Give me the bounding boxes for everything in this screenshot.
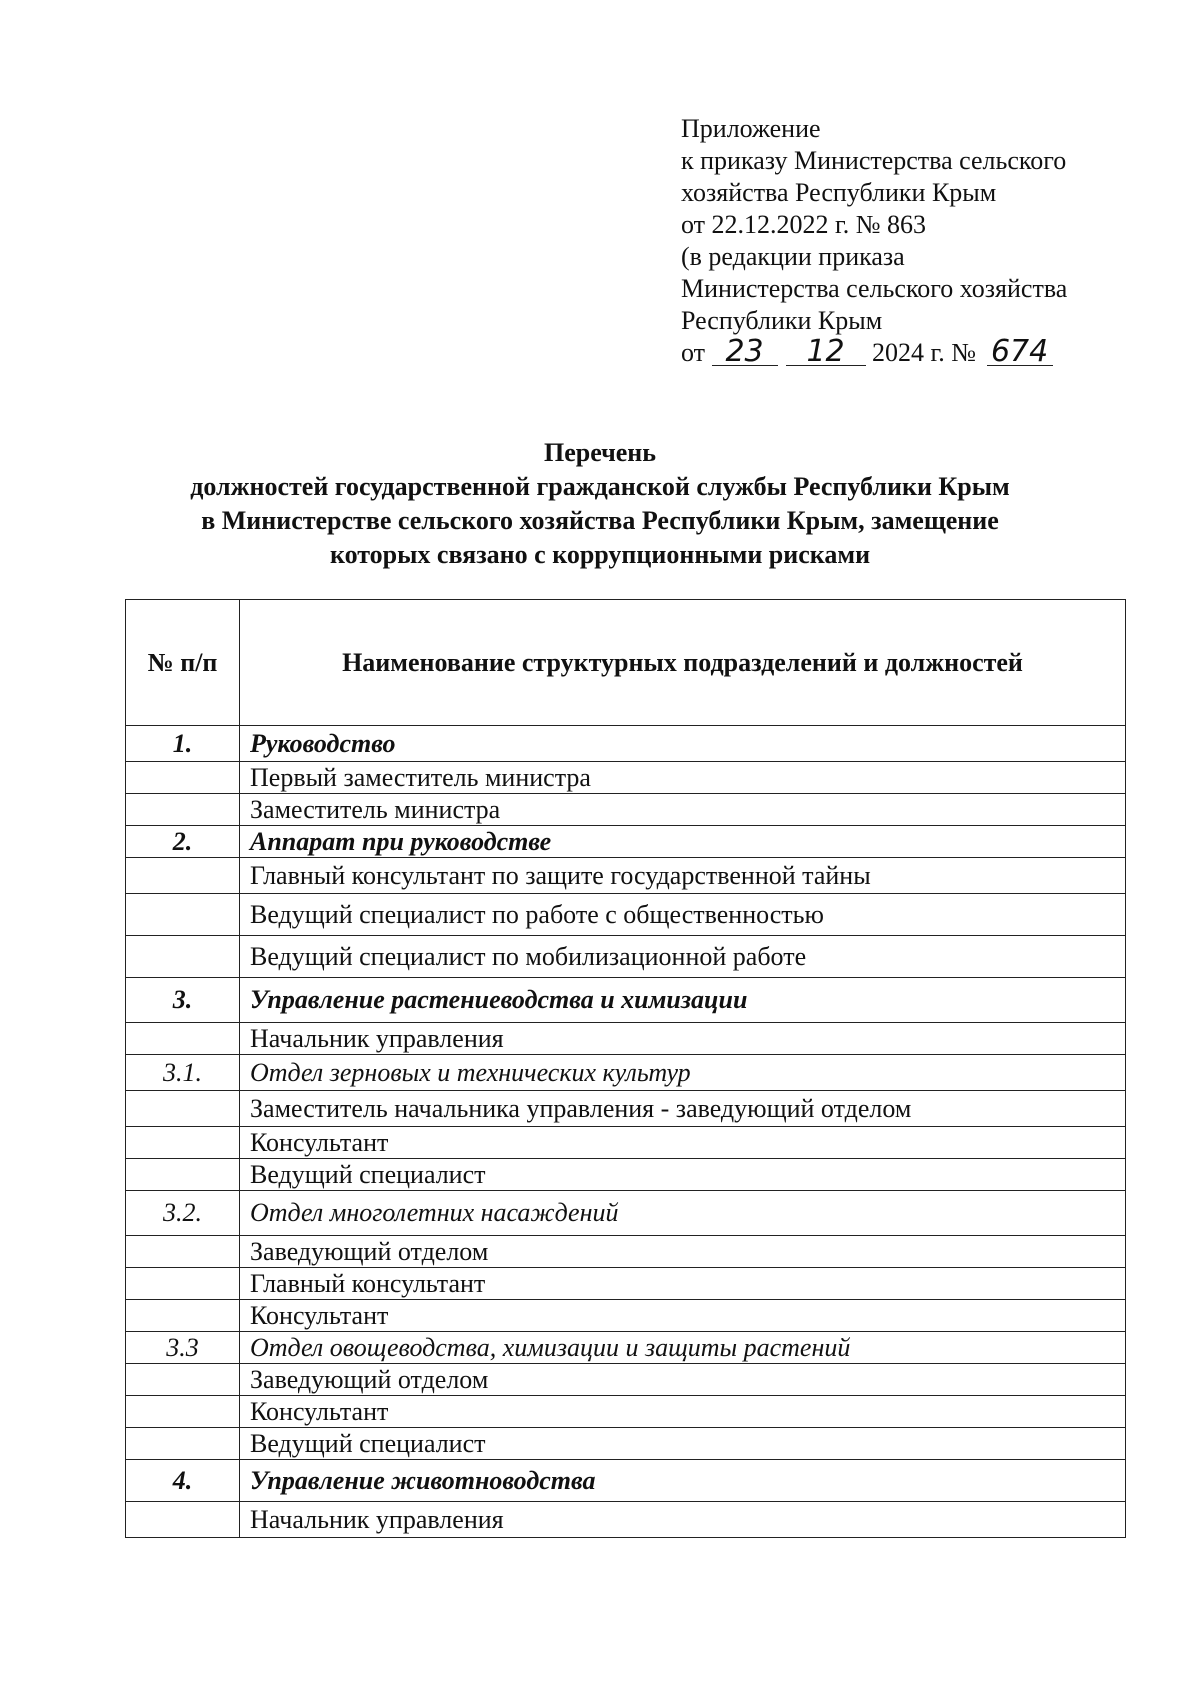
table-row xyxy=(126,726,1126,762)
row-number xyxy=(126,1236,240,1268)
row-number xyxy=(126,1127,240,1159)
positions-table-wrapper xyxy=(125,599,1125,1538)
table-row xyxy=(126,1300,1126,1332)
title-line: Перечень xyxy=(543,438,657,467)
row-name: Заместитель начальника управления - заведующий отделом xyxy=(240,1091,1126,1127)
row-number: 4. xyxy=(126,1460,240,1502)
row-name: Начальник управления xyxy=(240,1502,1126,1538)
appendix-block xyxy=(681,113,1151,369)
table-row xyxy=(126,858,1126,894)
appendix-line: Министерства сельского хозяйства xyxy=(681,274,1068,303)
document-title xyxy=(100,436,1100,572)
handwritten-order-number: 674 xyxy=(987,339,1053,366)
row-number xyxy=(126,1502,240,1538)
table-row xyxy=(126,1332,1126,1364)
row-name: Управление животноводства xyxy=(240,1460,1126,1502)
row-number xyxy=(126,936,240,978)
table-row xyxy=(126,1127,1126,1159)
row-number: 3.3 xyxy=(126,1332,240,1364)
title-line: которых связано с коррупционными рисками xyxy=(329,540,871,569)
row-name: Консультант xyxy=(240,1300,1126,1332)
row-number xyxy=(126,894,240,936)
table-header-row xyxy=(126,600,1126,726)
appendix-line: Республики Крым xyxy=(681,306,883,335)
date-year-text: 2024 г. № xyxy=(872,338,977,367)
row-name: Главный консультант xyxy=(240,1268,1126,1300)
row-number xyxy=(126,1023,240,1055)
table-row xyxy=(126,1236,1126,1268)
row-number: 3. xyxy=(126,978,240,1023)
table-row xyxy=(126,1460,1126,1502)
title-line: в Министерстве сельского хозяйства Республики Крым, замещение xyxy=(201,506,999,535)
appendix-line: хозяйства Республики Крым xyxy=(681,178,997,207)
row-name: Первый заместитель министра xyxy=(240,762,1126,794)
table-row xyxy=(126,1023,1126,1055)
appendix-line: от 22.12.2022 г. № 863 xyxy=(681,210,927,239)
row-name: Консультант xyxy=(240,1127,1126,1159)
positions-table xyxy=(125,599,1126,1538)
date-prefix: от xyxy=(681,338,706,367)
row-name: Ведущий специалист по работе с общественностью xyxy=(240,894,1126,936)
header-number: № п/п xyxy=(126,600,240,726)
row-name: Главный консультант по защите государственной тайны xyxy=(240,858,1126,894)
row-name: Ведущий специалист по мобилизационной работе xyxy=(240,936,1126,978)
row-number: 1. xyxy=(126,726,240,762)
header-name: Наименование структурных подразделений и должностей xyxy=(240,600,1126,726)
row-number xyxy=(126,858,240,894)
appendix-date-line xyxy=(681,334,1151,369)
table-row xyxy=(126,1159,1126,1191)
handwritten-day: 23 xyxy=(712,339,778,366)
table-row xyxy=(126,1091,1126,1127)
title-line: должностей государственной гражданской службы Республики Крым xyxy=(190,472,1010,501)
row-name: Заведующий отделом xyxy=(240,1364,1126,1396)
table-row xyxy=(126,1396,1126,1428)
row-name: Ведущий специалист xyxy=(240,1428,1126,1460)
row-name: Начальник управления xyxy=(240,1023,1126,1055)
table-row xyxy=(126,1502,1126,1538)
row-name: Консультант xyxy=(240,1396,1126,1428)
table-row xyxy=(126,1191,1126,1236)
row-name: Отдел многолетних насаждений xyxy=(240,1191,1126,1236)
row-name: Аппарат при руководстве xyxy=(240,826,1126,858)
row-number xyxy=(126,1300,240,1332)
appendix-line: (в редакции приказа xyxy=(681,242,905,271)
table-row xyxy=(126,894,1126,936)
table-row xyxy=(126,936,1126,978)
row-name: Ведущий специалист xyxy=(240,1159,1126,1191)
appendix-line: к приказу Министерства сельского xyxy=(681,146,1067,175)
row-name: Заведующий отделом xyxy=(240,1236,1126,1268)
appendix-line: Приложение xyxy=(681,114,821,143)
row-number: 2. xyxy=(126,826,240,858)
row-number: 3.1. xyxy=(126,1055,240,1091)
row-number xyxy=(126,1428,240,1460)
row-name: Руководство xyxy=(240,726,1126,762)
row-number xyxy=(126,1364,240,1396)
table-row xyxy=(126,762,1126,794)
row-number xyxy=(126,1396,240,1428)
table-row xyxy=(126,1428,1126,1460)
row-number xyxy=(126,1268,240,1300)
table-row xyxy=(126,978,1126,1023)
handwritten-month: 12 xyxy=(786,339,866,366)
row-number xyxy=(126,1091,240,1127)
row-name: Отдел зерновых и технических культур xyxy=(240,1055,1126,1091)
row-number xyxy=(126,1159,240,1191)
row-number xyxy=(126,762,240,794)
table-row xyxy=(126,794,1126,826)
table-row xyxy=(126,1268,1126,1300)
table-row xyxy=(126,1364,1126,1396)
table-row xyxy=(126,826,1126,858)
row-name: Заместитель министра xyxy=(240,794,1126,826)
row-name: Отдел овощеводства, химизации и защиты растений xyxy=(240,1332,1126,1364)
row-number xyxy=(126,794,240,826)
row-name: Управление растениеводства и химизации xyxy=(240,978,1126,1023)
table-row xyxy=(126,1055,1126,1091)
row-number: 3.2. xyxy=(126,1191,240,1236)
